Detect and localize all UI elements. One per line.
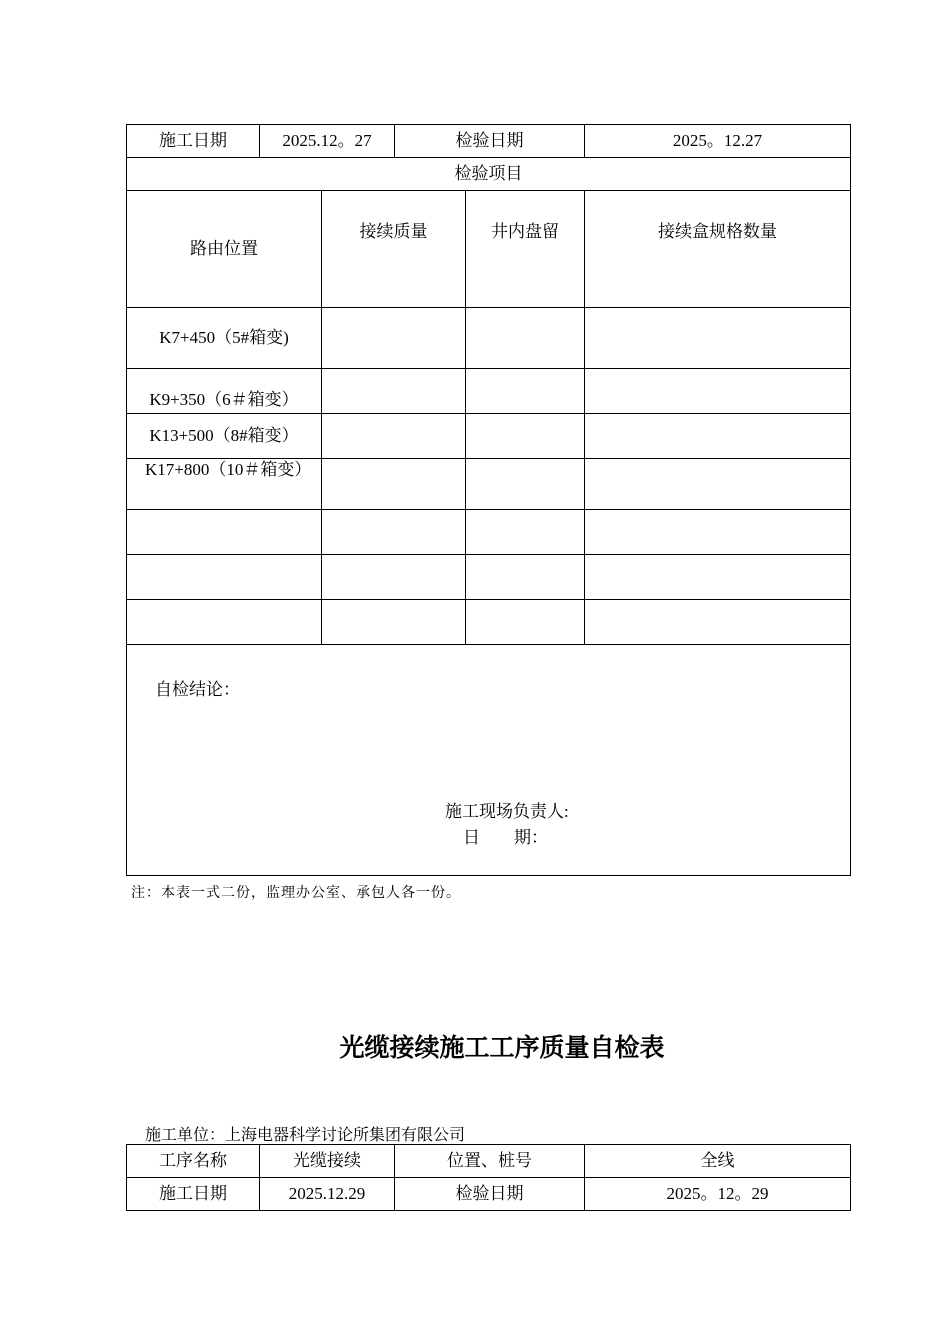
cell-splice-quality: [322, 459, 466, 510]
cell-splice-quality: [322, 308, 466, 369]
construction-unit: 施工单位：上海电器科学讨论所集团有限公司: [145, 1127, 466, 1144]
table-row: [127, 459, 851, 510]
conclusion-cell: [127, 645, 851, 876]
column-header-splice-quality: 接续质量: [322, 191, 466, 308]
column-header-route-location: 路由位置: [127, 191, 322, 308]
row-location: K9+350（6＃箱变）: [127, 369, 322, 414]
cell-well-coil: [466, 600, 585, 645]
row-location: K7+450（5#箱变): [127, 308, 322, 369]
site-manager-label: 施工现场负责人:: [445, 802, 569, 821]
row-location: K17+800（10＃箱变）: [127, 459, 322, 510]
column-header-well-coil: 井内盘留: [466, 191, 585, 308]
cell-splice-box-spec: [585, 510, 851, 555]
sign-date-label: 日 期：: [463, 828, 548, 847]
cell-splice-quality: [322, 414, 466, 459]
cell-well-coil: [466, 308, 585, 369]
cell-splice-box-spec: [585, 308, 851, 369]
construction-date-label: 施工日期: [127, 1178, 260, 1211]
table-row: [127, 510, 851, 555]
cell-well-coil: [466, 555, 585, 600]
cell-splice-quality: [322, 555, 466, 600]
row-location: [127, 600, 322, 645]
process-name-label: 工序名称: [127, 1145, 260, 1178]
row-location: K13+500（8#箱变）: [127, 414, 322, 459]
process-info-table: [126, 1144, 851, 1211]
construction-date-label: 施工日期: [127, 125, 260, 158]
cell-splice-quality: [322, 510, 466, 555]
table-row: [127, 308, 851, 369]
table-row: [127, 414, 851, 459]
inspection-items-header: 检验项目: [127, 158, 851, 191]
table-note: 注：本表一式二份，监理办公室、承包人各一份。: [131, 886, 461, 901]
inspection-date-value: 2025。12.27: [585, 125, 851, 158]
table-row: [127, 555, 851, 600]
cell-splice-box-spec: [585, 459, 851, 510]
cell-well-coil: [466, 414, 585, 459]
cell-splice-box-spec: [585, 555, 851, 600]
table-row: [127, 600, 851, 645]
cell-splice-box-spec: [585, 369, 851, 414]
position-label: 位置、桩号: [395, 1145, 585, 1178]
process-name-value: 光缆接续: [260, 1145, 395, 1178]
cell-splice-box-spec: [585, 600, 851, 645]
cell-well-coil: [466, 459, 585, 510]
inspection-date-label: 检验日期: [395, 125, 585, 158]
column-header-splice-box-spec: 接续盒规格数量: [585, 191, 851, 308]
row-location: [127, 510, 322, 555]
cell-splice-quality: [322, 600, 466, 645]
self-check-conclusion-label: 自检结论：: [155, 680, 240, 699]
inspection-table: [126, 124, 851, 876]
inspection-date-value: 2025。12。29: [585, 1178, 851, 1211]
cell-splice-quality: [322, 369, 466, 414]
row-location: [127, 555, 322, 600]
cell-splice-box-spec: [585, 414, 851, 459]
table-row: [127, 369, 851, 414]
cell-well-coil: [466, 369, 585, 414]
position-value: 全线: [585, 1145, 851, 1178]
inspection-date-label: 检验日期: [395, 1178, 585, 1211]
construction-date-value: 2025.12。27: [260, 125, 395, 158]
construction-date-value: 2025.12.29: [260, 1178, 395, 1211]
form-title: 光缆接续施工工序质量自检表: [339, 1035, 665, 1062]
cell-well-coil: [466, 510, 585, 555]
